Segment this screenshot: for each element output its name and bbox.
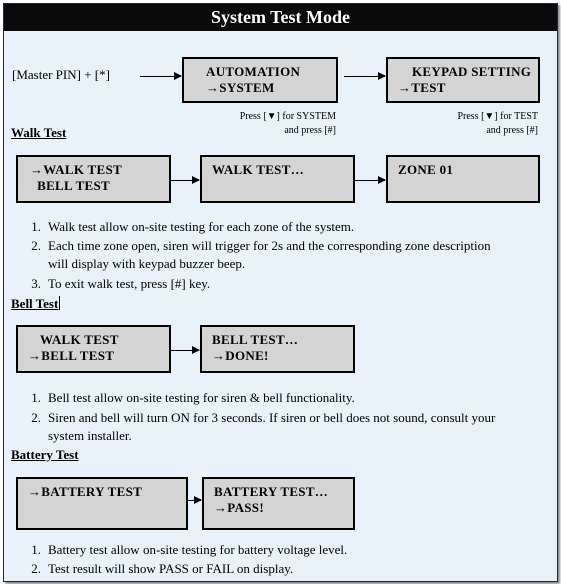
bell-test-heading [11, 296, 60, 312]
lcd-automation-system [182, 57, 338, 103]
lcd-line: →PASS! [214, 500, 264, 515]
lcd-bell-test-menu [16, 325, 171, 373]
list-text: Siren and bell will turn ON for 3 seconds. If siren or bell does not sound, consult your [48, 410, 496, 425]
list-text: Battery test allow on-site testing for battery voltage level. [48, 542, 348, 557]
battery-test-heading: Battery Test [11, 447, 79, 462]
list-number: 2. [31, 561, 41, 576]
hint-line: Press [▼] for SYSTEM [239, 111, 336, 122]
master-pin-label: [Master PIN] + [*] [12, 67, 110, 82]
list-number: 3. [31, 276, 41, 291]
walk-test-heading: Walk Test [11, 125, 67, 140]
flow-arrow [171, 350, 199, 351]
lcd-line: →WALK TEST [30, 162, 122, 177]
lcd-line: →SYSTEM [206, 80, 275, 95]
hint-line: Press [▼] for TEST [457, 111, 538, 122]
lcd-line: →DONE! [212, 348, 269, 363]
text-cursor [59, 296, 60, 310]
lcd-walk-test-menu [16, 155, 171, 203]
flow-arrow [171, 180, 199, 181]
lcd-line: AUTOMATION [206, 64, 301, 79]
lcd-line: →TEST [398, 80, 446, 95]
lcd-line: BELL TEST [30, 178, 111, 193]
lcd-line: →BATTERY TEST [28, 484, 143, 499]
list-text: Bell test allow on-site testing for siren & bell functionality. [48, 390, 355, 405]
list-text: Each time zone open, siren will trigger for 2s and the corresponding zone description [48, 238, 491, 253]
list-number: 2. [31, 238, 41, 253]
lcd-battery-test-pass [202, 477, 355, 530]
bell-test-heading-text: Bell Test [11, 296, 59, 311]
lcd-line: WALK TEST [40, 332, 119, 347]
list-number: 1. [31, 542, 41, 557]
lcd-battery-test-menu [16, 477, 188, 530]
list-text: To exit walk test, press [#] key. [48, 276, 211, 291]
system-test-panel [3, 3, 558, 582]
list-text: will display with keypad buzzer beep. [48, 256, 246, 271]
lcd-line: WALK TEST… [212, 162, 304, 177]
hint-line: and press [#] [284, 125, 336, 136]
hint-line: and press [#] [486, 125, 538, 136]
list-number: 1. [31, 390, 41, 405]
flow-arrow [188, 500, 201, 501]
lcd-keypad-setting-test [386, 57, 540, 103]
lcd-zone-01 [386, 155, 540, 203]
list-text: system installer. [48, 428, 132, 443]
lcd-line: BELL TEST… [212, 332, 299, 347]
flow-arrow [355, 180, 385, 181]
lcd-line: KEYPAD SETTING [412, 64, 532, 79]
lcd-bell-test-done [200, 325, 355, 373]
lcd-line: ZONE 01 [398, 162, 454, 177]
list-number: 2. [31, 410, 41, 425]
flow-arrow [140, 76, 181, 77]
list-text: Walk test allow on-site testing for each zone of the system. [48, 219, 355, 234]
lcd-line: BATTERY TEST… [214, 484, 329, 499]
lcd-line: →BELL TEST [28, 348, 115, 363]
flow-arrow [344, 76, 385, 77]
list-text: Test result will show PASS or FAIL on display. [48, 561, 294, 576]
hint-test [408, 110, 538, 138]
page-title: System Test Mode [4, 4, 557, 31]
lcd-walk-test-running [200, 155, 355, 203]
list-number: 1. [31, 219, 41, 234]
hint-system [204, 110, 336, 138]
